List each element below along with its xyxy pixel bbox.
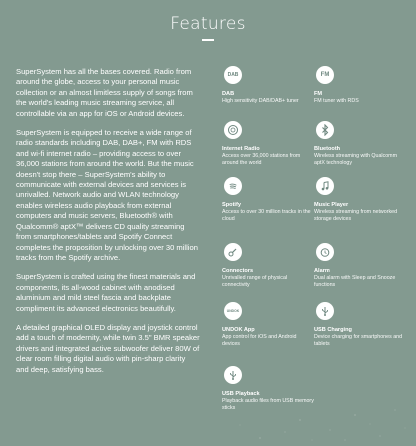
feature-title: Bluetooth [314,146,341,152]
dab-icon-text: DAB [227,72,239,78]
bluetooth-icon [316,121,334,139]
dab-icon [224,66,242,84]
feature-desc: Playback audio files from USB memory sticks [222,398,314,411]
feature-music-player [314,177,406,223]
feature-usb-playback [222,366,314,412]
fm-icon-text: FM [320,72,330,78]
fm-icon [316,66,334,84]
feature-fm [314,66,406,105]
feature-desc: FM tuner with RDS [314,98,359,104]
feature-alarm [314,243,406,289]
undok-icon-text: UNDOK [226,309,240,313]
feature-title: Connectors [222,268,254,274]
feature-title: Internet Radio [222,146,260,152]
feature-desc: High sensitivity DAB/DAB+ tuner [222,98,299,104]
feature-undok-app [222,302,314,348]
usb-charging-icon [316,302,334,320]
feature-dab [222,66,314,105]
feature-desc: Wireless streaming from networked storage devices [314,209,398,222]
feature-desc: Access over 36,000 stations from around the world [222,153,301,166]
feature-title: Spotify [222,202,241,208]
description-paragraph-4: A detailed graphical OLED display and joystick control add a touch of modernity, while twin 3.5" BMR speaker drivers and integrated active subwoofer deliver 80W of clear room filling digital audio with pin-sharp clarity and deep, satisfying bass. [16,322,200,374]
internet-radio-icon [224,121,242,139]
feature-desc: Wireless streaming with Qualcomm aptX technology [314,153,398,166]
feature-usb-charging [314,302,406,348]
page-title: Features [170,14,246,34]
feature-title: DAB [222,91,235,97]
feature-connectors [222,243,314,289]
feature-bluetooth [314,121,406,167]
description-paragraph-3: SuperSystem is crafted using the finest materials and components, its all-wood cabinet with anodised aluminium and mild steel fascia and backplate compliment its advanced electronics beautifully. [16,272,196,313]
feature-desc: App control for iOS and Android devices [222,334,297,347]
alarm-icon [316,243,334,261]
undok-app-icon [224,302,242,320]
feature-title: USB Playback [222,391,260,397]
feature-desc: Dual alarm with Sleep and Snooze functions [314,275,396,288]
description-paragraph-1: SuperSystem has all the bases covered. Radio from around the globe, access to your personal music collection or an almost limitless supply of songs from the world's leading music streaming service, all controllable via an app for iOS or Android devices. [16,67,193,118]
spotify-icon [224,177,242,195]
description-paragraph-2: SuperSystem is equipped to receive a wide range of radio standards including DAB, DAB+, FM with RDS and wi-fi internet radio – providing access to over 36,000 stations from around the world. But the music doesn't stop there – SuperSystem's ability to communicate with external devices and services is unrivalled. Network audio and WLAN technology enables wireless audio playback from external computers and music servers, Bluetooth® with Qualcomm® aptX™ delivers CD quality streaming from smartphones/tablets and Spotify Connect completes the proposition by unlocking over 30 million tracks from the Spotify archive. [16,128,198,262]
usb-playback-icon [224,366,242,384]
feature-title: USB Charging [314,327,352,333]
feature-spotify [222,177,314,223]
feature-title: Alarm [314,268,330,274]
feature-title: UNDOK App [222,327,255,333]
feature-internet-radio [222,121,314,167]
feature-desc: Device charging for smartphones and tablets [314,334,403,347]
feature-title: FM [314,91,323,97]
page-header [0,0,416,64]
feature-title: Music Player [314,202,349,208]
music-player-icon [316,177,334,195]
title-underline [202,39,214,41]
description-column [16,67,200,384]
feature-desc: Unrivalled range of physical connectivity [222,275,288,288]
connectors-icon [224,243,242,261]
feature-desc: Access to over 30 million tracks in the cloud [222,209,311,222]
